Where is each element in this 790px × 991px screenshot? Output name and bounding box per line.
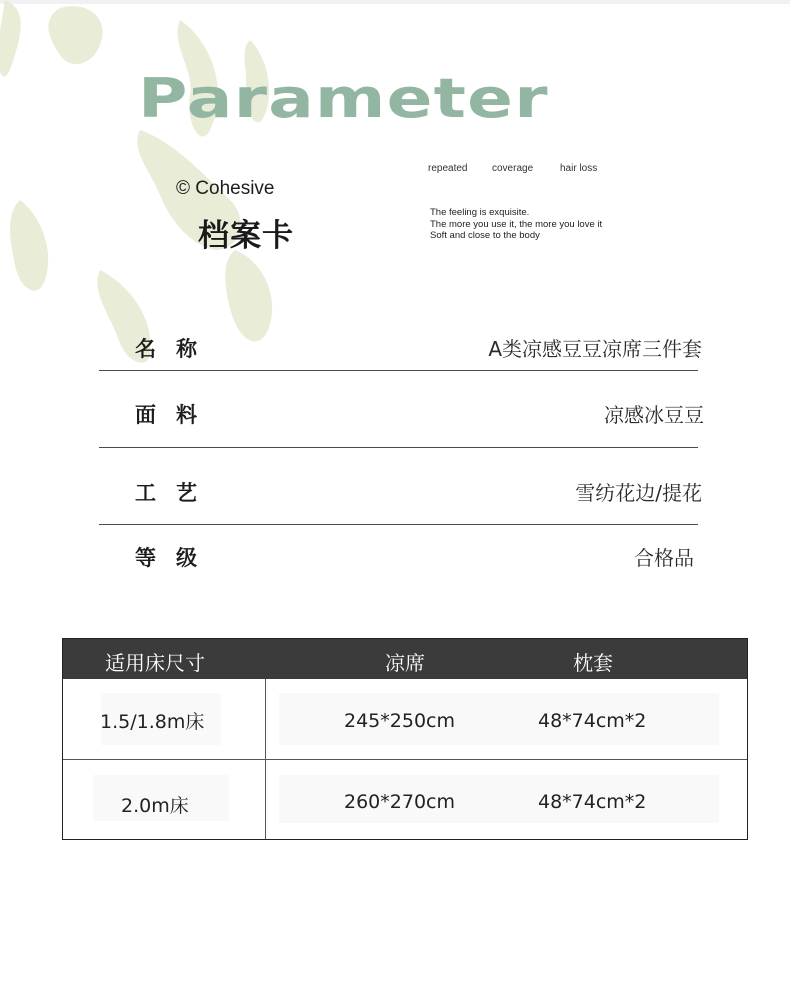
- param-divider: [99, 447, 698, 448]
- table-cell-pillow: 48*74cm*2: [538, 791, 647, 813]
- param-divider: [99, 524, 698, 525]
- slogan-line: Soft and close to the body: [430, 230, 540, 241]
- table-header-cell: 枕套: [573, 651, 613, 675]
- table-header: [63, 639, 747, 679]
- param-label: 面料: [135, 403, 217, 427]
- brand-name: © Cohesive: [176, 178, 275, 199]
- feature-tag: coverage: [492, 163, 534, 174]
- param-value: 凉感冰豆豆: [604, 403, 704, 427]
- card-title: 档案卡: [198, 218, 294, 254]
- slogan-line: The more you use it, the more you love it: [430, 218, 603, 230]
- param-value: 合格品: [634, 546, 694, 570]
- page-title: Parameter: [138, 67, 549, 130]
- table-cell-bed: 1.5/1.8m床: [100, 711, 205, 733]
- slogan-line: The feeling is exquisite.: [430, 207, 530, 218]
- size-table: [62, 638, 748, 840]
- slogan-text: [430, 207, 602, 242]
- table-cell-bed: 2.0m床: [121, 795, 189, 817]
- table-row-divider: [63, 759, 747, 760]
- table-cell-pillow: 48*74cm*2: [538, 710, 647, 732]
- table-header-cell: 凉席: [385, 651, 425, 675]
- param-value: A类凉感豆豆凉席三件套: [488, 337, 702, 361]
- table-header-cell: 适用床尺寸: [105, 651, 205, 675]
- param-value: 雪纺花边/提花: [575, 481, 702, 505]
- feature-tag: repeated: [428, 163, 468, 174]
- param-label: 等级: [135, 546, 217, 570]
- param-label: 名称: [135, 337, 217, 361]
- table-cell-mat: 260*270cm: [344, 791, 455, 813]
- param-divider: [99, 370, 698, 371]
- table-cell-mat: 245*250cm: [344, 710, 455, 732]
- brush-stroke-decoration: [0, 0, 330, 370]
- param-label: 工艺: [135, 481, 217, 505]
- feature-tag: hair loss: [560, 163, 598, 174]
